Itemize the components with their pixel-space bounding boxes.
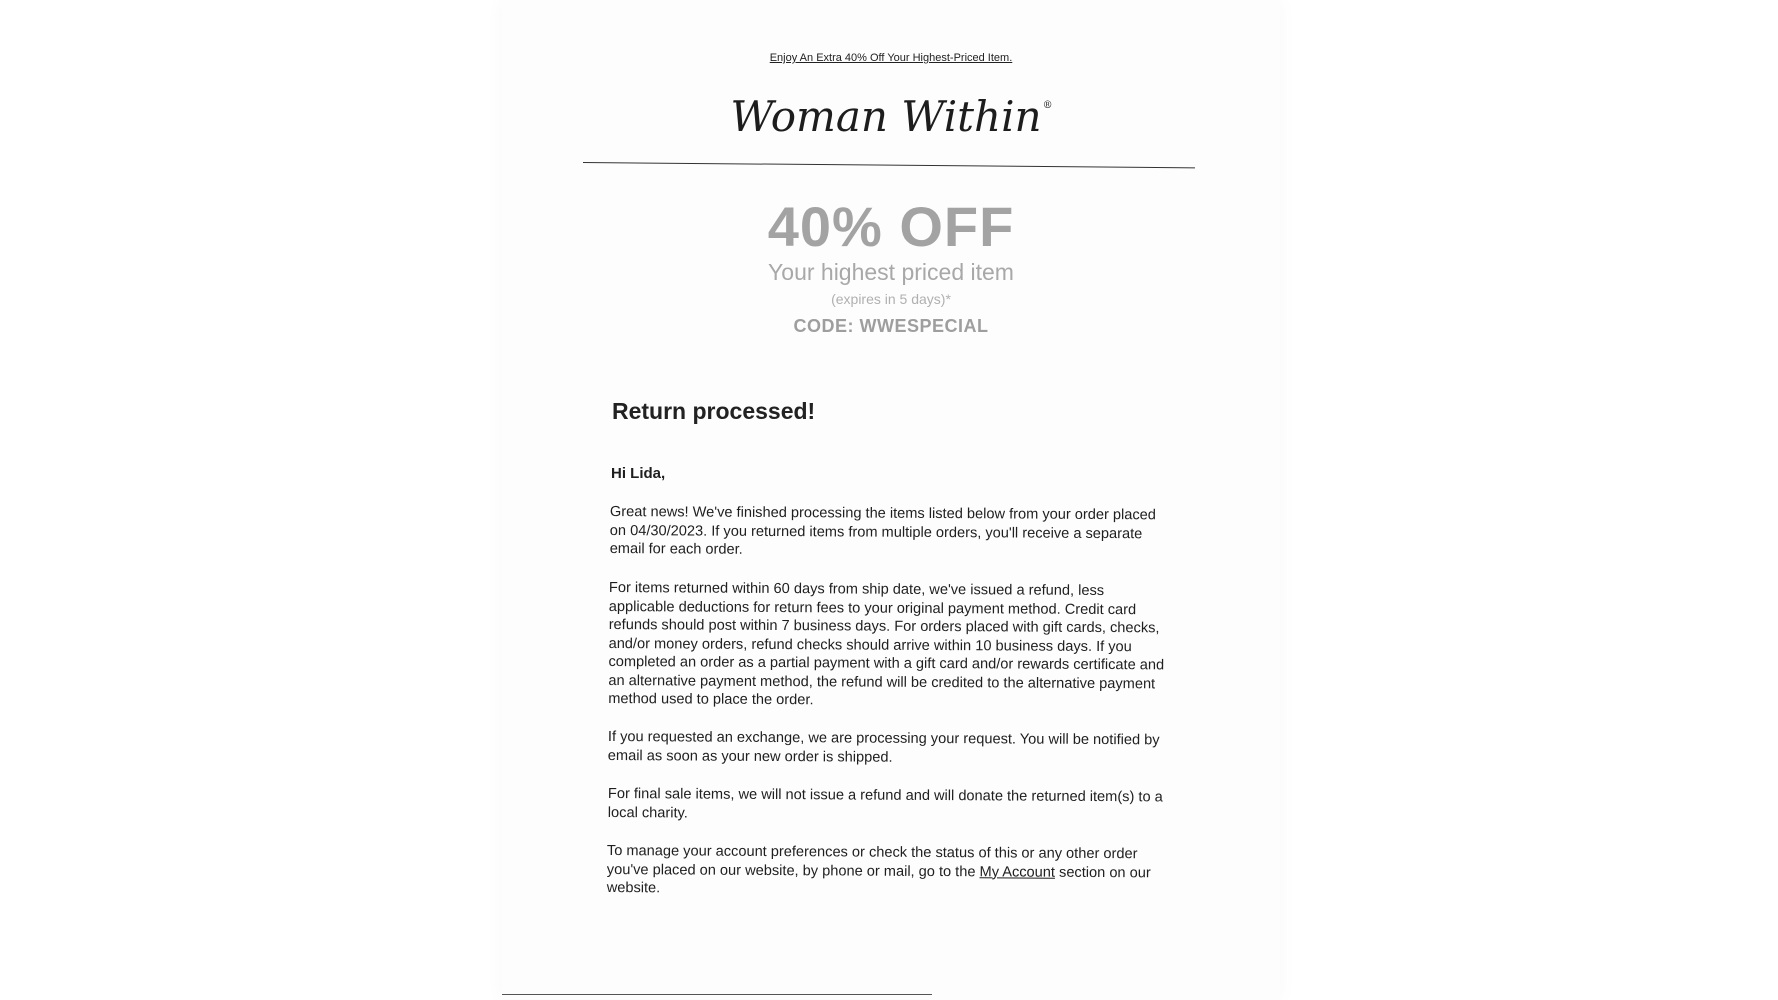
message-body — [606, 398, 1170, 918]
promo-link[interactable]: Enjoy An Extra 40% Off Your Highest-Priced Item. — [769, 52, 1013, 64]
my-account-link[interactable]: My Account — [979, 863, 1056, 881]
account-text-before: To manage your account preferences or check the status of this or any other order you've placed on our website, by phone or mail, go to the — [606, 843, 1138, 880]
greeting: Hi Lida, — [611, 464, 666, 482]
brand-logo[interactable] — [502, 92, 1280, 141]
paragraph-account — [607, 842, 1170, 901]
email-page — [502, 0, 1280, 1000]
footer-divider — [502, 994, 932, 995]
paragraph-refund-policy: For items returned within 60 days from ship date, we've issued a refund, less applicable deductions for return fees to your original payment method. Credit card refunds should post within 7 business days. For orders placed with gift cards, checks, and/or money orders, refund checks should arrive within 10 business days. If you completed an order as a partial payment with a gift card and/or rewards certificate and an alternative payment method, the refund will be credited to the alternative payment method used to place the order. — [608, 579, 1165, 708]
logo-text: Woman Within — [730, 92, 1042, 141]
registered-mark: ® — [1042, 100, 1053, 111]
header-divider — [583, 162, 1195, 168]
paragraph-final-sale: For final sale items, we will not issue a refund and will donate the returned item(s) to a local charity. — [607, 786, 1163, 821]
offer-headline: 40% OFF — [767, 195, 1015, 258]
offer-subline: Your highest priced item — [768, 259, 1014, 285]
message-title: Return processed! — [612, 398, 816, 424]
promo-code: CODE: WWESPECIAL — [793, 316, 989, 336]
account-text-after: section on our website. — [606, 864, 1151, 897]
offer-expiry: (expires in 5 days)* — [831, 291, 951, 307]
offer-block — [502, 196, 1280, 340]
paragraph-order-processed: Great news! We've finished processing the items listed below from your order placed on 04/30/2023. If you returned items from multiple orders, you'll receive a separate email for each order. — [609, 504, 1156, 558]
paragraph-exchange: If you requested an exchange, we are processing your request. You will be notified by email as soon as your new order is shipped. — [607, 729, 1160, 766]
